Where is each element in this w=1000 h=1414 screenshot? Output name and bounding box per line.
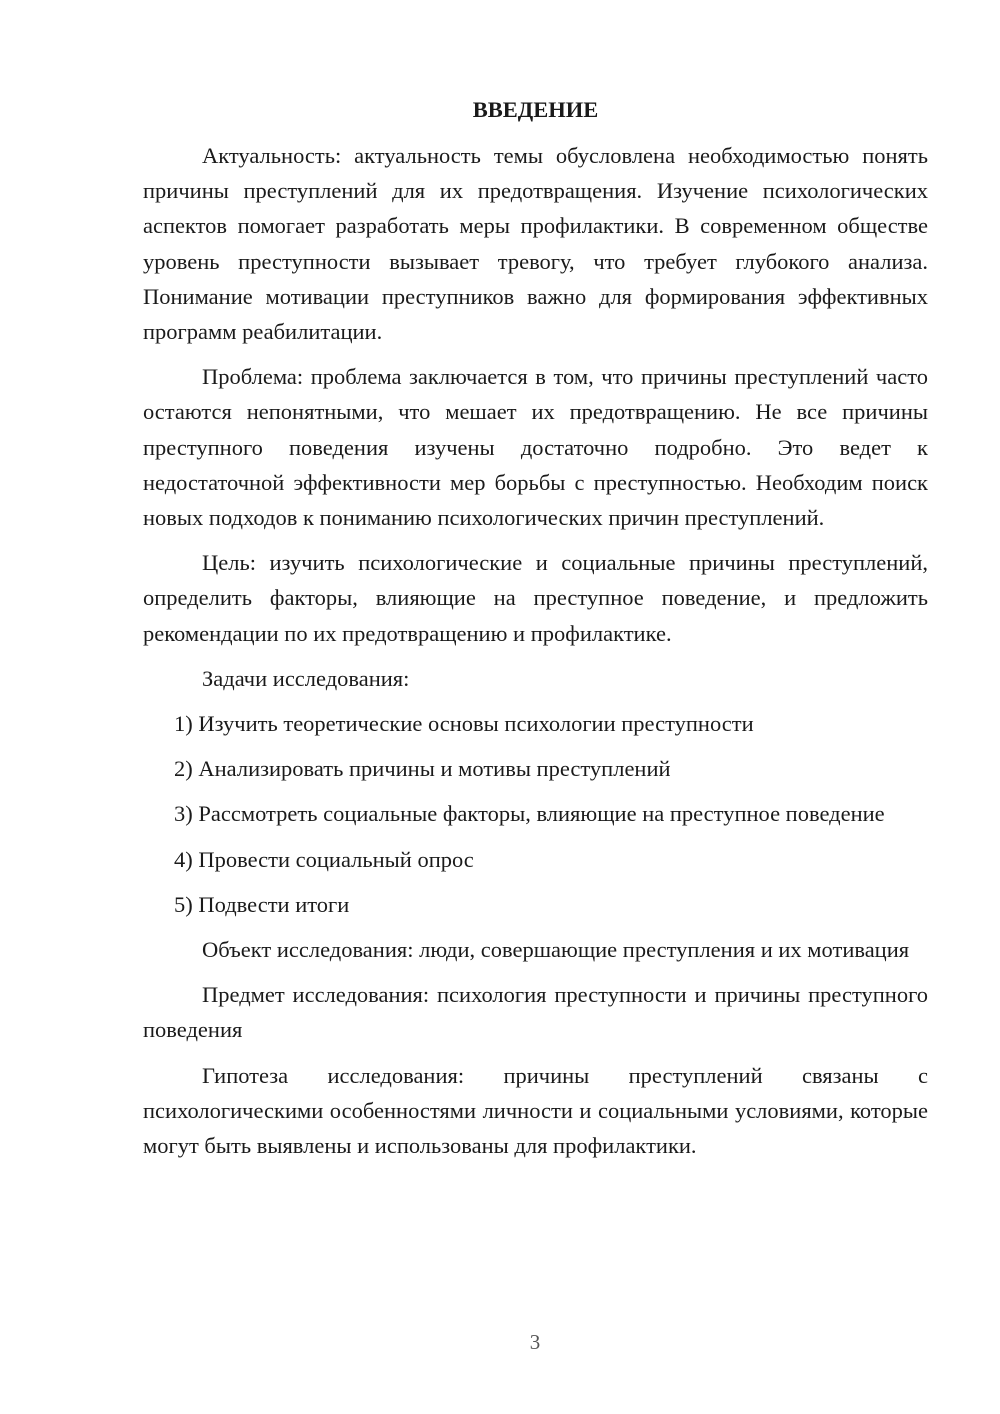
task-item: 1) Изучить теоретические основы психологии преступности xyxy=(174,711,754,737)
problem-paragraph: Проблема: проблема заключается в том, что причины преступлений часто остаются непонятными, что мешает их предотвращению. Не все причины преступного поведения изучены достаточно подробно. Это ведет к недостаточной эффективности мер борьбы с преступностью. Необходим поиск новых подходов к пониманию психологических причин преступлений. xyxy=(143,364,928,531)
relevance-paragraph: Актуальность: актуальность темы обусловлена необходимостью понять причины преступлений для их предотвращения. Изучение психологических аспектов помогает разработать меры профилактики. В современном обществе уровень преступности вызывает тревогу, что требует глубокого анализа. Понимание мотивации преступников важно для формирования эффективных программ реабилитации. xyxy=(143,143,928,345)
goal-paragraph: Цель: изучить психологические и социальные причины преступлений, определить факторы, влияющие на преступное поведение, и предложить рекомендации по их предотвращению и профилактике. xyxy=(143,550,928,646)
task-item: 2) Анализировать причины и мотивы преступлений xyxy=(174,756,671,782)
page-number: 3 xyxy=(529,1330,541,1354)
task-item: 3) Рассмотреть социальные факторы, влияющие на преступное поведение xyxy=(174,801,885,827)
subject-paragraph: Предмет исследования: психология преступности и причины преступного поведения xyxy=(143,982,928,1043)
tasks-heading: Задачи исследования: xyxy=(202,665,410,691)
task-item: 4) Провести социальный опрос xyxy=(174,846,474,872)
hypothesis-paragraph: Гипотеза исследования: причины преступлений связаны с психологическими особенностями личности и социальными условиями, которые могут быть выявлены и использованы для профилактики. xyxy=(143,1062,928,1159)
page-content xyxy=(143,92,928,1173)
object-paragraph: Объект исследования: люди, совершающие преступления и их мотивация xyxy=(202,937,910,963)
task-item: 5) Подвести итоги xyxy=(174,891,350,917)
section-title: ВВЕДЕНИЕ xyxy=(472,97,599,122)
